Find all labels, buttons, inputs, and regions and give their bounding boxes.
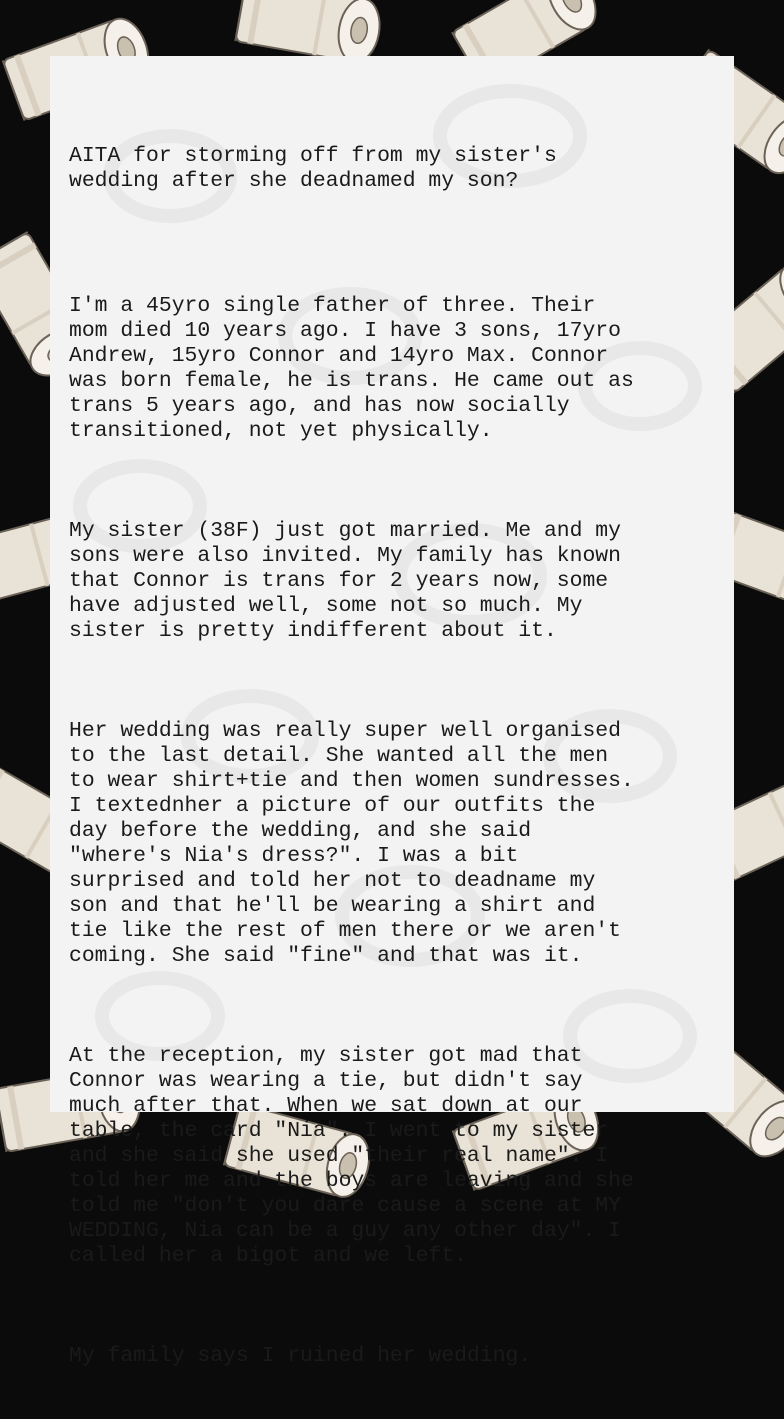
post-card [50, 56, 734, 1368]
paragraph-reception: At the reception, my sister got mad that Connor was wearing a tie, but didn't say much after that. When we sat down at our table, the card "Nia". I went to my sister and she said she used "their real name". I told her me and the boys are leaving and she told me "don't you dare cause a scene at MY WEDDING, Nia can be a guy any other day". I called her a bigot and we left. [69, 1044, 634, 1268]
paragraph-sister: My sister (38F) just got married. Me and my sons were also invited. My family has known that Connor is trans for 2 years now, some have adjusted well, some not so much. My sister is pretty indifferent about it. [69, 519, 621, 643]
paragraph-intro: I'm a 45yro single father of three. Their mom died 10 years ago. I have 3 sons, 17yro Andrew, 15yro Connor and 14yro Max. Connor was born female, he is trans. He came out as trans 5 years ago, and has now socially transitioned, not yet physically. [69, 294, 634, 443]
paragraph-wedding: Her wedding was really super well organised to the last detail. She wanted all the men to wear shirt+tie and then women sundresses. I textednher a picture of our outfits the day before the wedding, and she said "where's Nia's dress?". I was a bit surprised and told her not to deadname my son and that he'll be wearing a shirt and tie like the rest of men there or we aren't coming. She said "fine" and that was it. [69, 719, 634, 968]
post-body [69, 94, 714, 1419]
post-title: AITA for storming off from my sister's wedding after she deadnamed my son? [69, 144, 557, 193]
paragraph-conclusion: My family says I ruined her wedding. [69, 1344, 532, 1368]
